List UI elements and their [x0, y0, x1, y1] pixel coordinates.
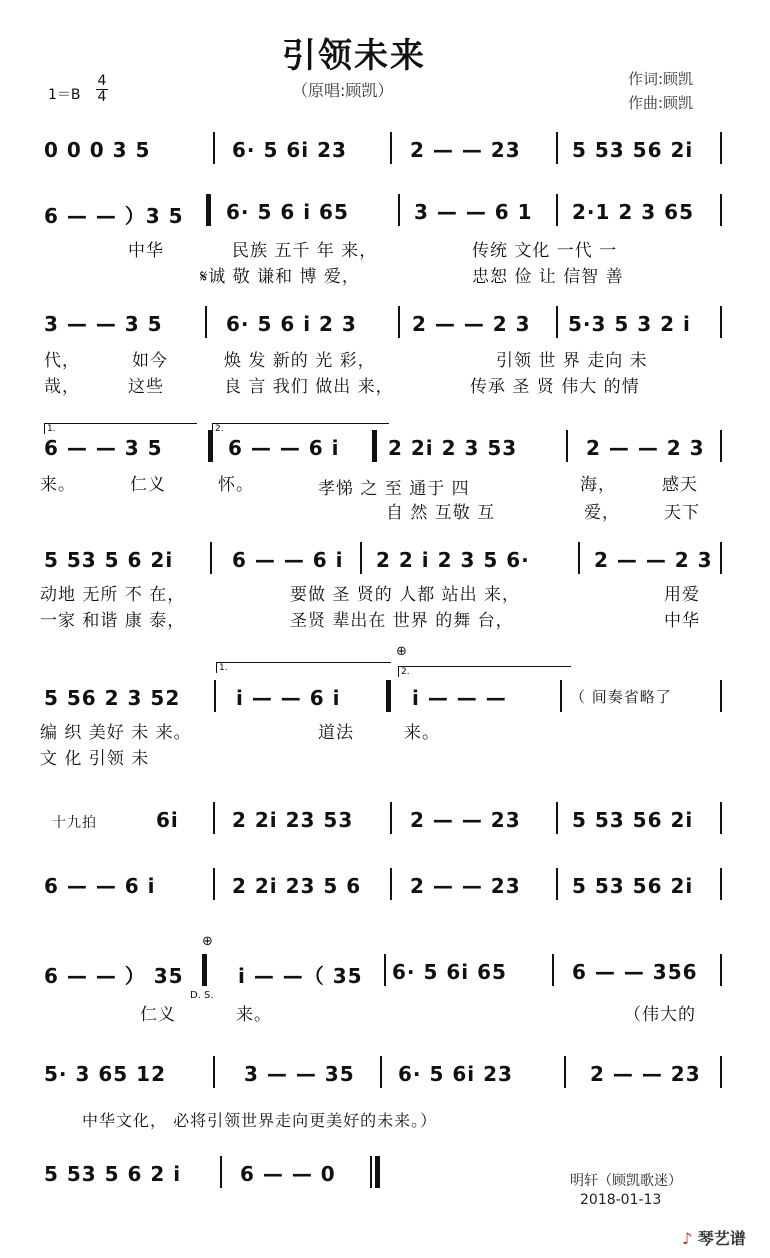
repeat-end: [208, 430, 213, 462]
row6-lyric1-a: 编 织 美好 未 来。: [40, 723, 192, 743]
repeat-end: [386, 680, 391, 712]
barline: [390, 132, 392, 164]
row9-m4: 6 — — 356: [572, 960, 698, 984]
composer: 作曲:顾凯: [628, 94, 694, 112]
row5-m4: 2 — — 2 3: [594, 548, 713, 572]
arranger-credit: 明轩（顾凯歌迷）: [570, 1173, 682, 1189]
row4-m3: 2 2i 2 3 53: [388, 436, 518, 460]
row2-lyric1-b: 民族 五千 年 来，: [232, 241, 378, 261]
row7-m2: 2 2i 23 53: [232, 808, 354, 832]
row3-lyric2-b: 这些: [128, 377, 164, 397]
row3-lyric2-d: 传承 圣 贤 伟大 的情: [470, 377, 640, 397]
row3-lyric1-b: 如今: [132, 351, 168, 371]
barline: [213, 132, 215, 164]
row4-lyric2-b: 爱，: [584, 503, 620, 523]
row10-lyric1: 中华文化， 必将引领世界走向更美好的未来。）: [82, 1111, 438, 1130]
volta-2-label: 2.: [215, 424, 224, 434]
row9-lyric1-c: （伟大的: [624, 1005, 696, 1025]
row2-lyric1-c: 传统 文化 一代 一: [472, 241, 618, 261]
row4-lyric1-f: 感天: [662, 475, 698, 495]
row3-lyric1-d: 引领 世 界 走向 未: [496, 351, 648, 371]
time-bottom: 4: [97, 89, 107, 105]
barline: [220, 1156, 222, 1188]
barline: [380, 1056, 382, 1088]
barline: [560, 680, 562, 712]
row1-m3: 2 — — 23: [410, 138, 521, 162]
barline: [398, 306, 400, 338]
barline: [213, 802, 215, 834]
volta-2: [398, 666, 571, 677]
repeat-start: [206, 194, 211, 226]
barline: [390, 802, 392, 834]
row4-lyric1-d: 孝悌 之 至 通于 四: [318, 479, 470, 499]
row2-m1: 6 — — ）3 5: [44, 204, 184, 228]
volta-2-label: 2.: [401, 667, 410, 677]
barline: [556, 802, 558, 834]
barline: [720, 680, 722, 712]
row6-m2: i — — 6 i: [236, 686, 341, 710]
barline: [720, 1056, 722, 1088]
row6-m1: 5 56 2 3 52: [44, 686, 181, 710]
barline: [556, 306, 558, 338]
volta-1-label: 1.: [47, 424, 56, 434]
row6-lyric1-b: 道法: [318, 723, 354, 743]
row3-m4: 5·3 5 3 2 i: [568, 312, 691, 336]
row4-m4: 2 — — 2 3: [586, 436, 705, 460]
barline: [360, 542, 362, 574]
barline: [720, 194, 722, 226]
row9-m3: 6· 5 6i 65: [392, 960, 507, 984]
barline: [566, 430, 568, 462]
subtitle: （原唱:顾凯）: [292, 81, 394, 100]
barline-double: [202, 954, 207, 986]
row6-lyric2-a: 文 化 引领 未: [40, 749, 150, 769]
row11-m1: 5 53 5 6 2 i: [44, 1162, 182, 1186]
row7-m3: 2 — — 23: [410, 808, 521, 832]
key-signature: 1＝B: [48, 87, 81, 103]
row2-m4: 2·1 2 3 65: [572, 200, 694, 224]
row5-lyric2-c: 中华: [664, 611, 700, 631]
row5-lyric1-c: 用爱: [664, 585, 700, 605]
row3-m2: 6· 5 6 i 2 3: [226, 312, 357, 336]
barline: [384, 954, 386, 986]
volta-1: [216, 662, 391, 673]
row3-lyric1-a: 代，: [44, 351, 80, 371]
logo-icon: ♪: [682, 1229, 693, 1248]
barline: [205, 306, 207, 338]
row9-lyric1-b: 来。: [236, 1005, 272, 1025]
barline: [210, 542, 212, 574]
row7-m1: 6i: [156, 808, 179, 832]
row8-m1: 6 — — 6 i: [44, 874, 156, 898]
barline: [720, 132, 722, 164]
row5-lyric2-b: 圣贤 辈出在 世界 的舞 台，: [290, 611, 514, 631]
row4-lyric1-c: 怀。: [218, 475, 254, 495]
row3-m1: 3 — — 3 5: [44, 312, 163, 336]
row10-m2: 3 — — 35: [244, 1062, 355, 1086]
barline: [720, 306, 722, 338]
row7-label: 十九拍: [52, 815, 97, 831]
barline: [390, 868, 392, 900]
row9-m2: i — —（ 35: [238, 964, 363, 988]
coda-sign-icon: ⊕: [396, 644, 407, 659]
row5-m3: 2 2 i 2 3 5 6·: [376, 548, 530, 572]
volta-1: [44, 423, 197, 434]
row10-m1: 5· 3 65 12: [44, 1062, 166, 1086]
row5-lyric1-a: 动地 无所 不 在，: [40, 585, 186, 605]
row4-m2: 6 — — 6 i: [228, 436, 340, 460]
time-top: 4: [97, 73, 107, 89]
row1-m1: 0 0 0 3 5: [44, 138, 151, 162]
row9-m1: 6 — — ） 35: [44, 964, 184, 988]
row10-m4: 2 — — 23: [590, 1062, 701, 1086]
arrange-date: 2018-01-13: [580, 1192, 662, 1208]
barline: [578, 542, 580, 574]
row3-lyric2-c: 良 言 我们 做出 来，: [224, 377, 394, 397]
row5-m2: 6 — — 6 i: [232, 548, 344, 572]
ds-marker: D. S.: [190, 990, 214, 1001]
barline: [720, 430, 722, 462]
barline: [720, 802, 722, 834]
row4-lyric2-a: 自 然 互敬 互: [386, 503, 496, 523]
barline: [720, 868, 722, 900]
coda-sign-icon: ⊕: [202, 934, 213, 949]
row7-m4: 5 53 56 2i: [572, 808, 694, 832]
barline: [720, 954, 722, 986]
barline: [720, 542, 722, 574]
row1-m4: 5 53 56 2i: [572, 138, 694, 162]
row11-m2: 6 — — 0: [240, 1162, 336, 1186]
row5-m1: 5 53 5 6 2i: [44, 548, 174, 572]
row8-m2: 2 2i 23 5 6: [232, 874, 362, 898]
row4-lyric1-e: 海，: [580, 475, 616, 495]
row8-m3: 2 — — 23: [410, 874, 521, 898]
barline: [552, 954, 554, 986]
lyricist: 作词:顾凯: [628, 70, 694, 88]
barline: [213, 1056, 215, 1088]
barline: [370, 1156, 372, 1188]
barline: [398, 194, 400, 226]
row3-lyric1-c: 焕 发 新的 光 彩，: [224, 351, 376, 371]
site-logo: [682, 1226, 746, 1249]
time-signature: [96, 74, 108, 105]
row9-lyric1-a: 仁义: [140, 1005, 176, 1025]
repeat-start: [372, 430, 377, 462]
barline: [213, 868, 215, 900]
volta-2: [212, 423, 389, 434]
row8-m4: 5 53 56 2i: [572, 874, 694, 898]
row5-lyric1-b: 要做 圣 贤的 人都 站出 来，: [290, 585, 521, 605]
row6-interlude-note: （ 间奏省略了: [570, 688, 672, 706]
row4-lyric1-b: 仁义: [130, 475, 166, 495]
barline: [214, 680, 216, 712]
page-title: 引领未来: [282, 36, 426, 76]
row6-m3: i — — —: [412, 686, 507, 710]
barline: [556, 194, 558, 226]
row2-lyric2-a: 𝄋诚 敬 谦和 博 爱，: [200, 267, 360, 287]
row3-m3: 2 — — 2 3: [412, 312, 531, 336]
row2-m3: 3 — — 6 1: [414, 200, 533, 224]
row4-lyric1-a: 来。: [40, 475, 76, 495]
row2-lyric1-a: 中华: [128, 241, 164, 261]
row2-m2: 6· 5 6 i 65: [226, 200, 349, 224]
final-barline: [375, 1156, 380, 1188]
logo-text: 琴艺谱: [697, 1229, 746, 1248]
row2-lyric2-b: 忠恕 俭 让 信智 善: [472, 267, 624, 287]
barline: [556, 868, 558, 900]
row4-m1: 6 — — 3 5: [44, 436, 163, 460]
row10-m3: 6· 5 6i 23: [398, 1062, 513, 1086]
barline: [556, 132, 558, 164]
row4-lyric2-c: 天下: [664, 503, 700, 523]
row3-lyric2-a: 哉，: [44, 377, 80, 397]
row6-lyric1-c: 来。: [404, 723, 440, 743]
row1-m2: 6· 5 6i 23: [232, 138, 347, 162]
row5-lyric2-a: 一家 和谐 康 泰，: [40, 611, 186, 631]
barline: [564, 1056, 566, 1088]
volta-1-label: 1.: [219, 663, 228, 673]
